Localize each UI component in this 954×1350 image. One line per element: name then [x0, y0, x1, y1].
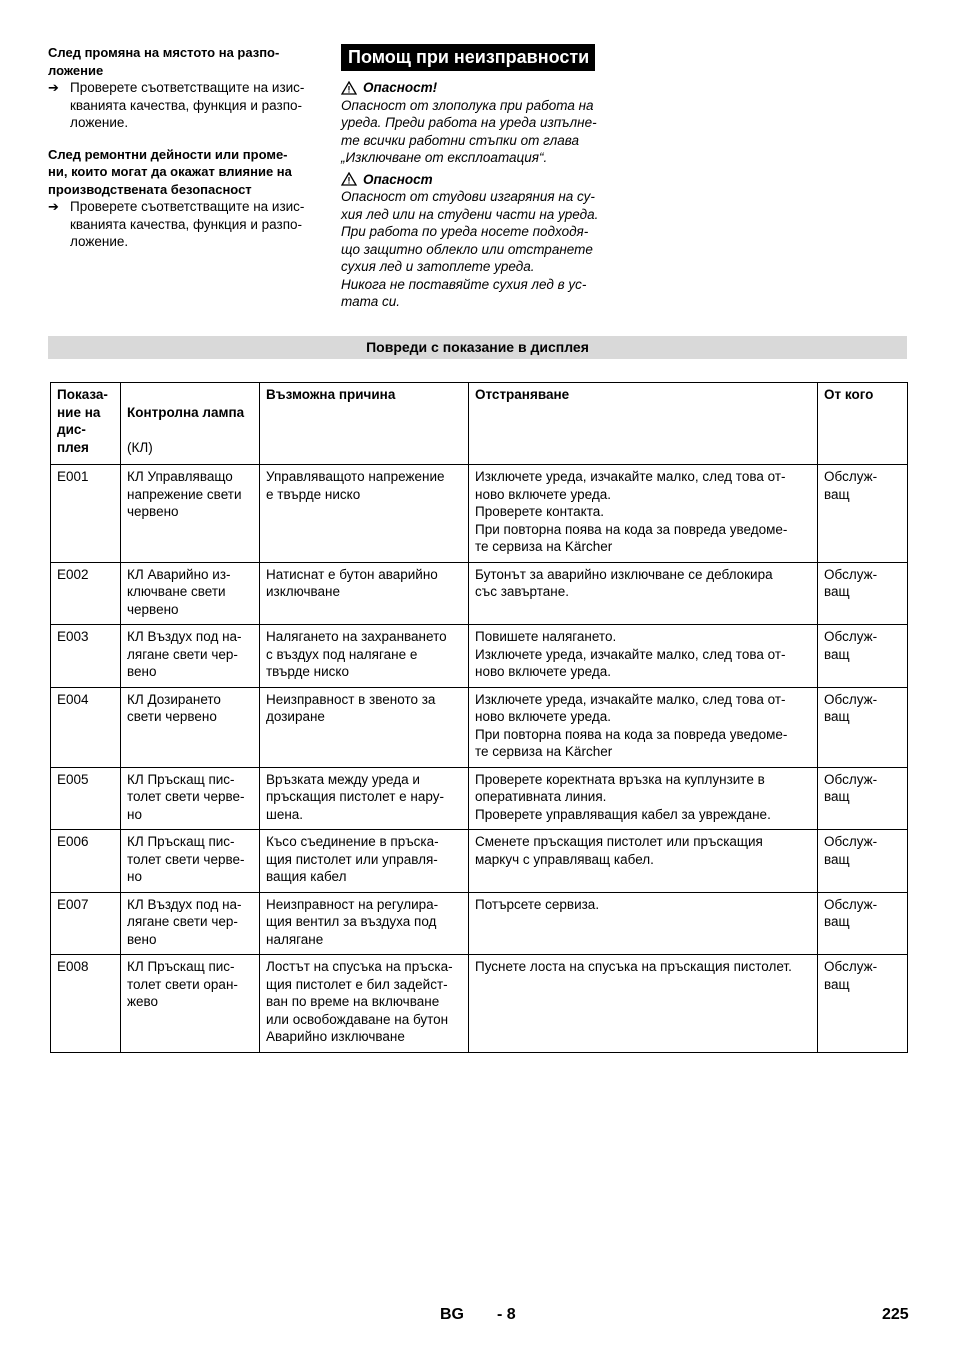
table-row — [51, 830, 908, 893]
cell-display-code: E003 — [51, 625, 121, 688]
table-row — [51, 465, 908, 563]
table-row — [51, 687, 908, 767]
list-item — [48, 198, 328, 251]
cell-display-code: E008 — [51, 955, 121, 1053]
cell-cause: Натиснат е бутон аварийно изключване — [260, 562, 469, 625]
table-row — [51, 892, 908, 955]
cell-remedy: Повишете налягането. Изключете уреда, изчакайте малко, след това от- ново включете уреда. — [469, 625, 818, 688]
cell-remedy: Изключете уреда, изчакайте малко, след това от- ново включете уреда. Проверете контакта. При повторна поява на кода за повреда уведоме- те сервиза на Kärcher — [469, 465, 818, 563]
footer-page-number: 225 — [882, 1306, 909, 1323]
cell-lamp: КЛ Въздух под на- лягане свети чер- вено — [121, 892, 260, 955]
cell-by: Обслуж- ващ — [818, 767, 908, 830]
list-item — [48, 79, 328, 132]
warning-text: Опасност от злополука при работа на уреда. Преди работа на уреда изпълне- те всички работни стъпки от глава „Изключване от експлоатация“. — [341, 97, 597, 165]
cell-by: Обслуж- ващ — [818, 687, 908, 767]
table-row — [51, 625, 908, 688]
header-by: От кого — [818, 383, 908, 465]
fault-table — [50, 382, 908, 1053]
arrow-right-icon: ➔ — [48, 199, 59, 214]
header-lamp-abbr: (КЛ) — [127, 439, 153, 455]
header-remedy: Отстраняване — [469, 383, 818, 465]
cell-lamp: КЛ Въздух под на- лягане свети чер- вено — [121, 625, 260, 688]
cell-lamp: КЛ Пръскащ пис- толет свети оран- жево — [121, 955, 260, 1053]
cell-remedy: Проверете коректната връзка на куплунзите в оперативната линия. Проверете управляващия кабел за увреждане. — [469, 767, 818, 830]
cell-lamp: КЛ Пръскащ пис- толет свети черве- но — [121, 767, 260, 830]
arrow-right-icon: ➔ — [48, 80, 59, 95]
warning-title-text: Опасност — [363, 171, 433, 187]
section-heading-relocation: След промяна на мястото на разпо- ложение — [48, 45, 280, 78]
cell-by: Обслуж- ващ — [818, 830, 908, 893]
table-row — [51, 562, 908, 625]
cell-display-code: E004 — [51, 687, 121, 767]
warning-triangle-icon — [341, 172, 357, 186]
cell-display-code: E006 — [51, 830, 121, 893]
cell-remedy: Пуснете лоста на спусъка на пръскащия пистолет. — [469, 955, 818, 1053]
warning-text: При работа по уреда носете подходя- що защитно облекло или отстранете сухия лед и затоплете уреда. — [341, 224, 593, 274]
header-lamp — [121, 383, 260, 465]
cell-by: Обслуж- ващ — [818, 892, 908, 955]
cell-cause: Лостът на спусъка на пръска- щия пистолет е бил задейст- ван по време на включване или освобождаване на бутон Аварийно изключване — [260, 955, 469, 1053]
table-row — [51, 955, 908, 1053]
cell-lamp: КЛ Аварийно из- ключване свети червено — [121, 562, 260, 625]
right-column — [341, 44, 631, 311]
header-lamp-title: Контролна лампа — [127, 404, 245, 420]
cell-by: Обслуж- ващ — [818, 562, 908, 625]
cell-cause: Налягането на захранването с въздух под налягане е твърде ниско — [260, 625, 469, 688]
warning-title — [341, 171, 631, 189]
footer-section-page: - 8 — [497, 1306, 516, 1323]
section-title: Помощ при неизправности — [341, 44, 595, 71]
warning-title-text: Опасност! — [363, 80, 438, 95]
cell-cause: Управляващото напрежение е твърде ниско — [260, 465, 469, 563]
cell-by: Обслуж- ващ — [818, 955, 908, 1053]
table-header-row — [51, 383, 908, 465]
warning-title — [341, 79, 631, 97]
cell-remedy: Изключете уреда, изчакайте малко, след това от- ново включете уреда. При повторна поява на кода за повреда уведоме- те сервиза на Kärcher — [469, 687, 818, 767]
cell-cause: Неизправност на регулира- щия вентил за въздуха под налягане — [260, 892, 469, 955]
warning-text: Опасност от студови изгаряния на су- хия лед или на студени части на уреда. — [341, 189, 599, 222]
cell-cause: Неизправност в звеното за дозиране — [260, 687, 469, 767]
table-banner: Повреди с показание в дисплея — [48, 336, 907, 359]
warning-triangle-icon — [341, 81, 357, 95]
cell-display-code: E001 — [51, 465, 121, 563]
cell-remedy: Бутонът за аварийно изключване се деблокира със завъртане. — [469, 562, 818, 625]
cell-lamp: КЛ Управляващо напрежение свети червено — [121, 465, 260, 563]
cell-by: Обслуж- ващ — [818, 465, 908, 563]
cell-lamp: КЛ Пръскащ пис- толет свети черве- но — [121, 830, 260, 893]
cell-display-code: E002 — [51, 562, 121, 625]
section-heading-repairs: След ремонтни дейности или проме- ни, които могат да окажат влияние на производствената безопасност — [48, 146, 292, 197]
footer-language: BG — [440, 1306, 464, 1323]
cell-cause: Връзката между уреда и пръскащия пистолет е нару- шена. — [260, 767, 469, 830]
header-display: Показа- ние на дис- плея — [51, 383, 121, 465]
cell-cause: Късо съединение в пръска- щия пистолет или управля- ващия кабел — [260, 830, 469, 893]
cell-by: Обслуж- ващ — [818, 625, 908, 688]
list-item-text: Проверете съответстващите на изис- кванията качества, функция и разпо- ложение. — [70, 199, 305, 249]
cell-remedy: Сменете пръскащия пистолет или пръскащия маркуч с управляващ кабел. — [469, 830, 818, 893]
header-cause: Възможна причина — [260, 383, 469, 465]
table-row — [51, 767, 908, 830]
list-item-text: Проверете съответстващите на изис- кванията качества, функция и разпо- ложение. — [70, 80, 305, 130]
cell-lamp: КЛ Дозирането свети червено — [121, 687, 260, 767]
cell-remedy: Потърсете сервиза. — [469, 892, 818, 955]
left-column — [48, 44, 328, 265]
warning-text: Никога не поставяйте сухия лед в ус- тата си. — [341, 276, 587, 309]
cell-display-code: E007 — [51, 892, 121, 955]
cell-display-code: E005 — [51, 767, 121, 830]
